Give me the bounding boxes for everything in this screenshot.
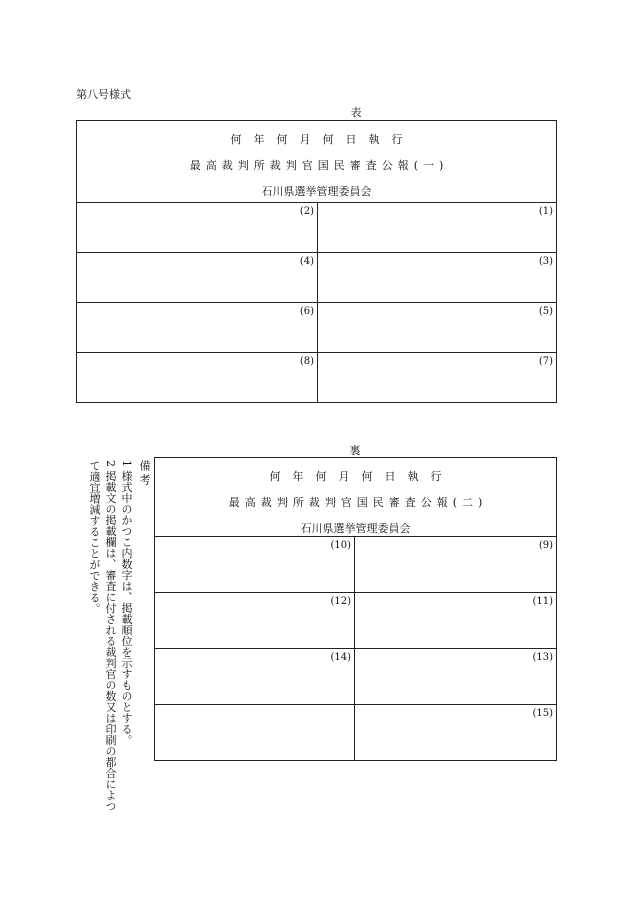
back-cell (155, 649, 355, 705)
cell-number: (12) (330, 596, 351, 607)
front-cell (77, 353, 318, 403)
cell-number: (14) (330, 652, 351, 663)
back-cell (155, 537, 355, 593)
back-cell (155, 705, 355, 761)
cell-number: (11) (532, 596, 553, 607)
cell-number: (5) (538, 306, 553, 317)
notes (82, 460, 152, 820)
front-form-table (76, 120, 557, 403)
front-cell (77, 203, 318, 253)
front-cell (318, 253, 557, 303)
note-item-2: 2 掲載文の掲載欄は、審査に付される裁判官の数又は印刷の都合によつて適宜増減することができる。 (88, 460, 117, 812)
cell-number: (2) (299, 206, 314, 217)
cell-number: (9) (538, 540, 553, 551)
back-cell (355, 705, 557, 761)
cell-number: (8) (299, 356, 314, 367)
front-cell (318, 353, 557, 403)
cell-number: (4) (299, 256, 314, 267)
front-cell (318, 203, 557, 253)
cell-number: (3) (538, 256, 553, 267)
back-header-title: 最高裁判所裁判官国民審査公報(二) (228, 496, 488, 509)
front-cell (318, 303, 557, 353)
back-side-label: 裏 (349, 444, 361, 457)
cell-number: (1) (538, 206, 553, 217)
back-header-date: 何年何月何日執行 (269, 470, 454, 483)
front-header-date: 何年何月何日執行 (230, 133, 415, 146)
cell-number: (10) (330, 540, 351, 551)
cell-number: (13) (532, 652, 553, 663)
back-cell (355, 537, 557, 593)
back-cell (155, 593, 355, 649)
note-item-1: 1 様式中のかつこ内数字は、掲載順位を示すものとする。 (120, 460, 133, 746)
front-header-committee: 石川県選挙管理委員会 (261, 185, 372, 198)
form-label: 第八号様式 (76, 88, 131, 101)
front-header (77, 121, 557, 203)
cell-number: (15) (532, 708, 553, 719)
cell-number: (7) (538, 356, 553, 367)
back-header-committee: 石川県選挙管理委員会 (300, 522, 411, 535)
back-header (155, 458, 557, 537)
back-cell (355, 649, 557, 705)
front-side-label: 表 (350, 106, 362, 119)
back-cell (355, 593, 557, 649)
back-form-table (154, 457, 557, 761)
notes-title: 備考 (138, 460, 151, 488)
cell-number: (6) (299, 306, 314, 317)
front-cell (77, 253, 318, 303)
front-header-title: 最高裁判所裁判官国民審査公報(一) (189, 159, 449, 172)
front-cell (77, 303, 318, 353)
